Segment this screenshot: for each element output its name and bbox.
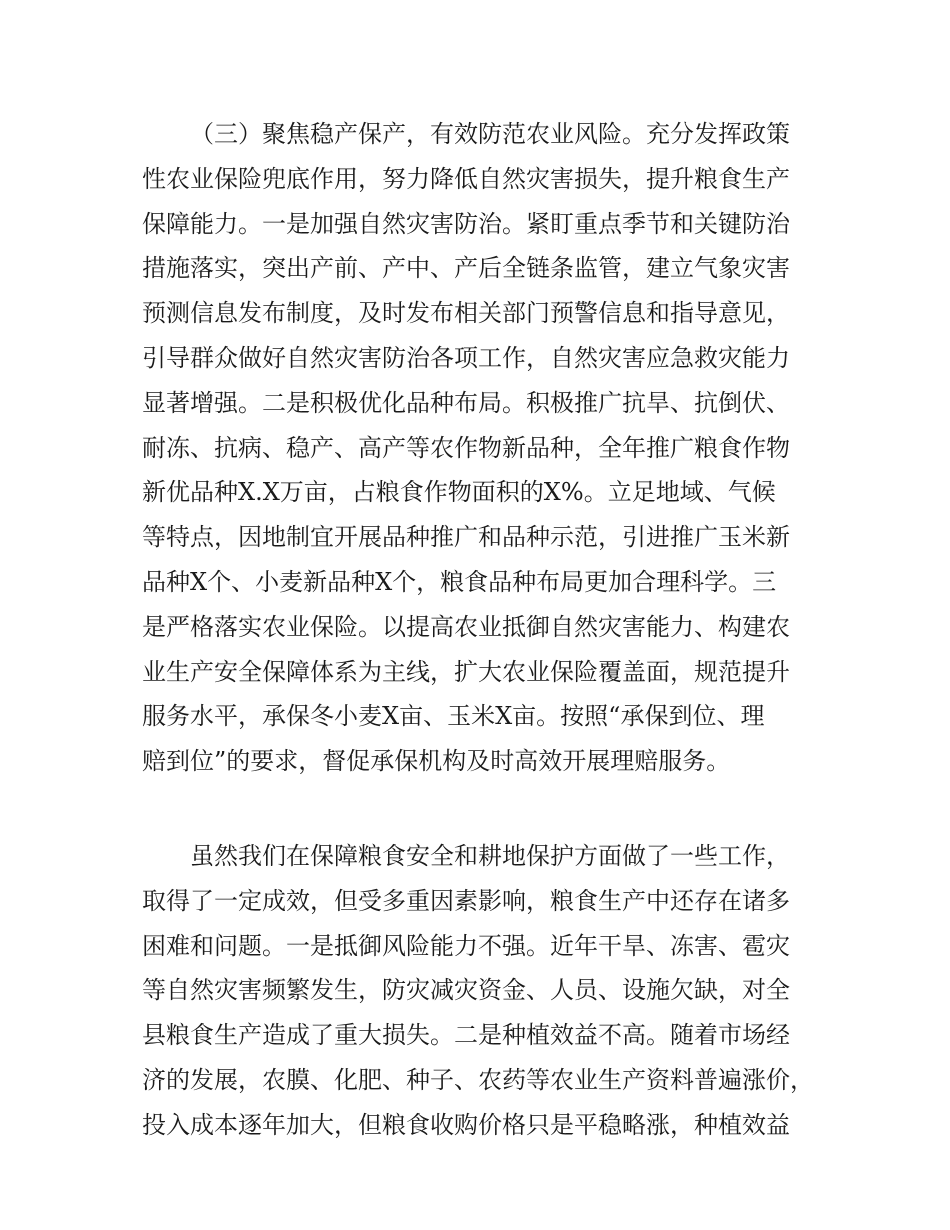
document-body xyxy=(142,112,832,1148)
text-line: 取得了一定成效，但受多重因素影响，粮食生产中还存在诸多 xyxy=(142,886,790,915)
paragraph-problems xyxy=(142,834,832,1148)
text-line: 济的发展，农膜、化肥、种子、农药等农业生产资料普遍涨价， xyxy=(142,1065,814,1094)
text-line: 显著增强。二是积极优化品种布局。积极推广抗旱、抗倒伏、 xyxy=(142,388,790,417)
text-line: 县粮食生产造成了重大损失。二是种植效益不高。随着市场经 xyxy=(142,1021,790,1050)
text-line: 措施落实，突出产前、产中、产后全链条监管，建立气象灾害 xyxy=(142,254,790,283)
text-line: 新优品种X.X万亩，占粮食作物面积的X%。立足地域、气候 xyxy=(142,478,776,507)
text-line: 赔到位”的要求，督促承保机构及时高效开展理赔服务。 xyxy=(142,747,731,776)
text-line: （三）聚焦稳产保产，有效防范农业风险。充分发挥政策 xyxy=(190,120,790,148)
text-line: 投入成本逐年加大，但粮食收购价格只是平稳略涨，种植效益 xyxy=(142,1110,790,1139)
text-line: 是严格落实农业保险。以提高农业抵御自然灾害能力、构建农 xyxy=(142,612,790,641)
text-line: 品种X个、小麦新品种X个，粮食品种布局更加合理科学。三 xyxy=(142,567,777,596)
text-line: 虽然我们在保障粮食安全和耕地保护方面做了一些工作， xyxy=(190,841,790,870)
paragraph-spacer xyxy=(142,784,832,834)
paragraph-stable-production xyxy=(142,112,832,784)
text-line: 业生产安全保障体系为主线，扩大农业保险覆盖面，规范提升 xyxy=(142,657,790,686)
text-line: 服务水平，承保冬小麦X亩、玉米X亩。按照“承保到位、理 xyxy=(142,702,765,731)
text-line: 预测信息发布制度，及时发布相关部门预警信息和指导意见， xyxy=(142,299,790,328)
text-line: 困难和问题。一是抵御风险能力不强。近年干旱、冻害、雹灾 xyxy=(142,931,790,960)
text-line: 保障能力。一是加强自然灾害防治。紧盯重点季节和关键防治 xyxy=(142,209,790,238)
text-line: 等自然灾害频繁发生，防灾减灾资金、人员、设施欠缺，对全 xyxy=(142,976,790,1005)
text-line: 性农业保险兜底作用，努力降低自然灾害损失，提升粮食生产 xyxy=(142,164,790,193)
text-line: 引导群众做好自然灾害防治各项工作，自然灾害应急救灾能力 xyxy=(142,343,790,372)
text-line: 等特点，因地制宜开展品种推广和品种示范，引进推广玉米新 xyxy=(142,523,790,552)
text-line: 耐冻、抗病、稳产、高产等农作物新品种，全年推广粮食作物 xyxy=(142,433,790,462)
